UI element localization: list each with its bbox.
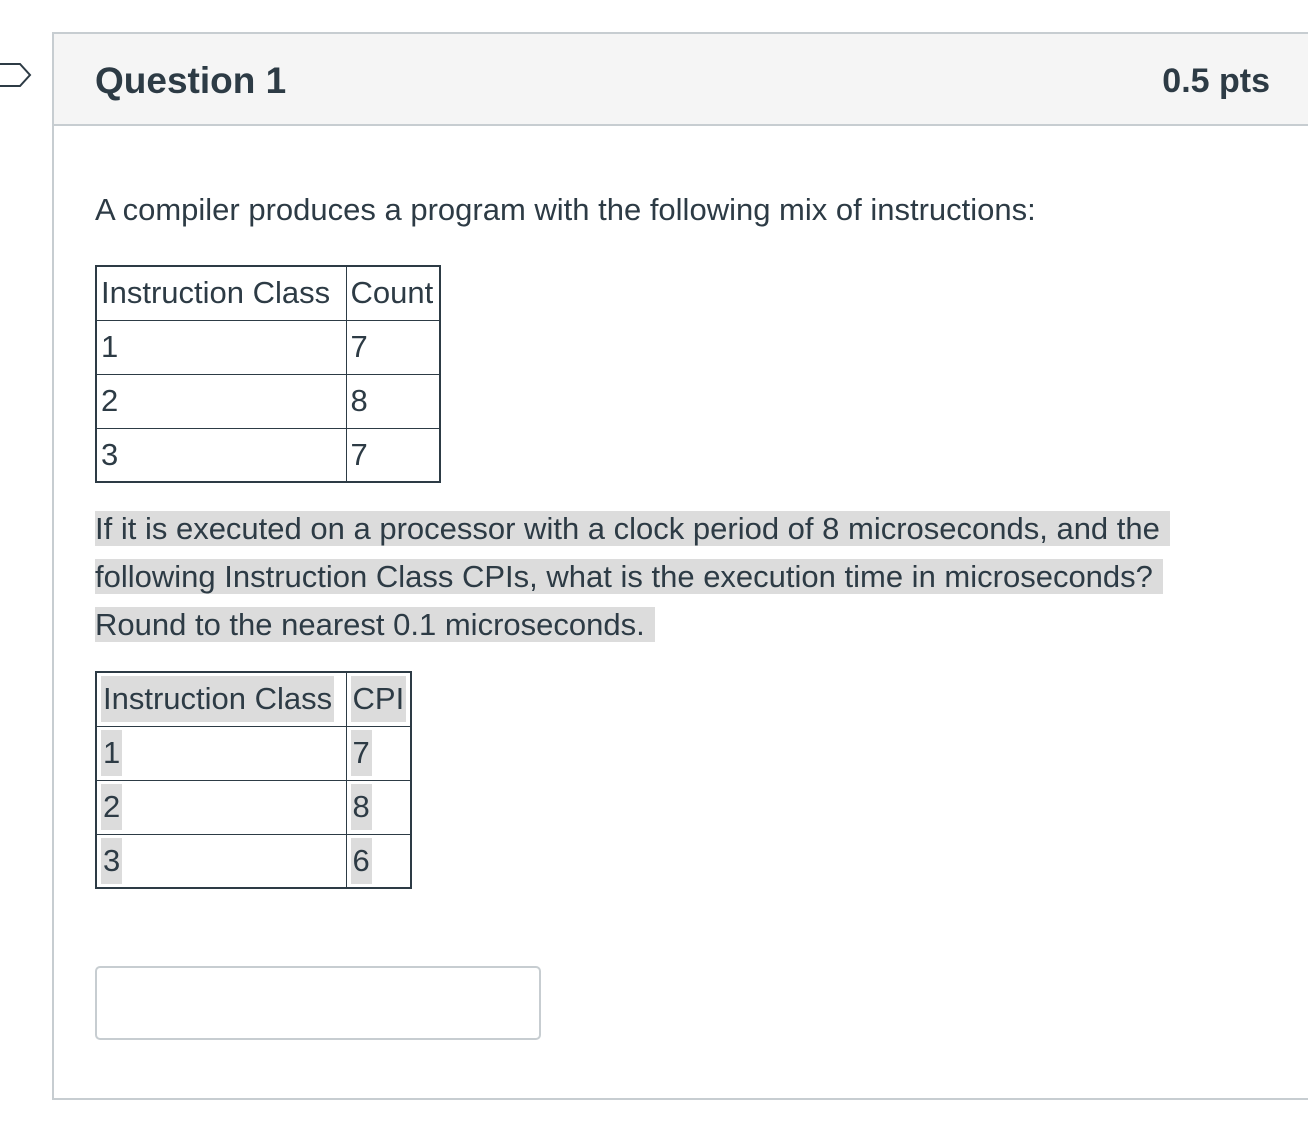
question-card	[52, 32, 1308, 1100]
cell-text: 1	[101, 730, 122, 776]
table-row	[96, 834, 411, 888]
table-cell: 1	[96, 320, 346, 374]
table-cell: 8	[346, 374, 440, 428]
question-points: 0.5 pts	[1162, 62, 1270, 100]
answer-input[interactable]	[95, 966, 541, 1040]
table-cell	[346, 726, 411, 780]
cell-text: 7	[351, 730, 372, 776]
question-intro: A compiler produces a program with the following mix of instructions:	[95, 192, 1036, 227]
question-header	[54, 34, 1308, 126]
table-row	[96, 726, 411, 780]
table-row	[96, 780, 411, 834]
table-row	[96, 320, 440, 374]
cell-text: 6	[351, 838, 372, 884]
table-header-cell	[96, 672, 346, 726]
instruction-cpi-table	[95, 671, 412, 889]
table-header-row	[96, 266, 440, 320]
table-cell: 2	[96, 374, 346, 428]
table-cell	[346, 780, 411, 834]
header-text: CPI	[351, 676, 407, 722]
table-cell: 7	[346, 320, 440, 374]
table-cell	[96, 780, 346, 834]
table-cell	[96, 726, 346, 780]
table-header-cell: Instruction Class	[96, 266, 346, 320]
question-body	[95, 184, 1255, 889]
cell-text: 8	[351, 784, 372, 830]
prompt-line: following Instruction Class CPIs, what is the execution time in microseconds?	[95, 559, 1163, 594]
table-header-cell: Count	[346, 266, 440, 320]
table-row	[96, 428, 440, 482]
table-header-cell	[346, 672, 411, 726]
cell-text: 3	[101, 838, 122, 884]
table-cell: 7	[346, 428, 440, 482]
header-text: Instruction Class	[101, 676, 334, 722]
cell-text: 2	[101, 784, 122, 830]
flag-question-icon[interactable]	[0, 62, 32, 88]
question-title: Question 1	[95, 60, 287, 101]
table-cell	[346, 834, 411, 888]
prompt-line: If it is executed on a processor with a clock period of 8 microseconds, and the	[95, 511, 1170, 546]
question-prompt	[95, 505, 1255, 649]
table-cell: 3	[96, 428, 346, 482]
table-row	[96, 374, 440, 428]
prompt-line: Round to the nearest 0.1 microseconds.	[95, 607, 655, 642]
table-cell	[96, 834, 346, 888]
instruction-count-table	[95, 265, 441, 483]
table-header-row	[96, 672, 411, 726]
